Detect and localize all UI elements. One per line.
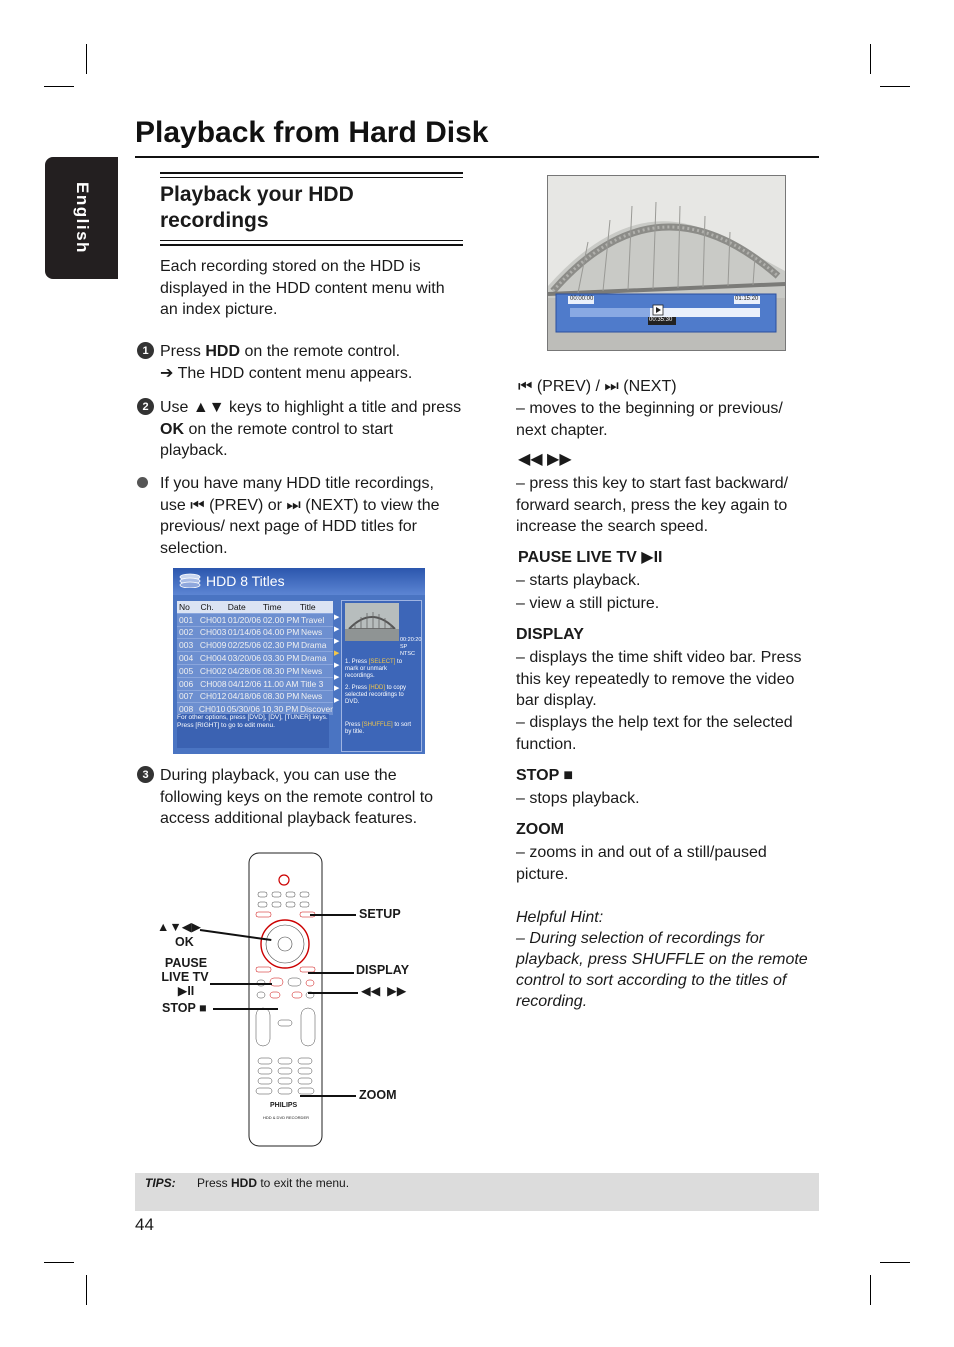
leader-line xyxy=(308,992,358,994)
section-title: Playback your HDD recordings xyxy=(160,183,354,232)
section-rule-top-thin xyxy=(160,177,463,178)
cell: 001 xyxy=(179,614,194,625)
callout-display: DISPLAY xyxy=(356,963,410,977)
leader-line xyxy=(308,972,354,974)
tips-label: TIPS: xyxy=(145,1176,176,1190)
callout-pause-live-tv xyxy=(162,956,210,998)
tips-bar xyxy=(135,1173,819,1211)
pause-live-tv-heading: PAUSE LIVE TV ▶II xyxy=(518,549,663,566)
cell: 05/30/06 xyxy=(226,704,260,715)
callout-setup: SETUP xyxy=(359,907,401,921)
cell: 04/28/06 xyxy=(227,665,261,676)
t: [HDD] xyxy=(368,685,386,691)
title-rule xyxy=(135,156,819,158)
leader-line xyxy=(213,1008,278,1010)
step-2-text xyxy=(160,397,465,462)
cell: CH009 xyxy=(199,640,227,651)
cell: 08.30 PM xyxy=(262,665,300,676)
help-select xyxy=(345,659,417,680)
timecode: 00:20:20 xyxy=(400,637,422,643)
t: [SHUFFLE] xyxy=(362,722,393,728)
t: [SELECT] xyxy=(368,659,396,665)
cell: News xyxy=(300,627,323,638)
play-pause-icon: ▶II xyxy=(177,984,195,998)
cell: 04/18/06 xyxy=(227,691,261,702)
cell: Discover xyxy=(299,704,333,715)
hdd-menu-header xyxy=(173,568,425,595)
callout-ok: OK xyxy=(175,935,194,949)
cell: 007 xyxy=(179,691,194,702)
tips-c: to exit the menu. xyxy=(257,1176,350,1190)
section-rule-top xyxy=(160,172,463,174)
cell: Drama xyxy=(300,653,327,664)
step-2-a: Use ▲▼ keys to highlight a title and press xyxy=(160,399,462,416)
t: 1. Press xyxy=(345,659,369,665)
cell: 04.00 PM xyxy=(262,627,300,638)
pause-desc-1: – starts playback. xyxy=(516,572,641,589)
col-channel: Ch. xyxy=(200,601,214,612)
pause-desc-2: – view a still picture. xyxy=(516,595,660,612)
hint-title: Helpful Hint: xyxy=(516,909,604,926)
step-number: 2 xyxy=(137,398,154,415)
crop-mark xyxy=(880,86,910,87)
crop-mark xyxy=(870,1275,871,1305)
cell: 01/14/06 xyxy=(227,627,261,638)
cell: 02.00 PM xyxy=(262,614,300,625)
col-time: Time xyxy=(262,601,282,612)
t: to mark or unmark recordings. xyxy=(345,659,403,679)
cell: 01/20/06 xyxy=(227,614,261,625)
arrow-icon: ➔ xyxy=(160,364,174,382)
help-hdd xyxy=(345,685,417,706)
cell: 11.00 AM xyxy=(263,678,299,689)
display-desc-1: – displays the time shift video bar. Press this key repeatedly to remove the video bar display. xyxy=(516,649,802,709)
seek-heading: ◀◀ ▶▶ xyxy=(518,451,572,468)
col-title: Title xyxy=(299,601,316,612)
preview-timecode xyxy=(400,637,421,658)
step-1-text xyxy=(160,341,465,384)
step-1-a: Press xyxy=(160,343,206,360)
t: 2. Press xyxy=(345,685,369,691)
prev-next-desc: – moves to the beginning or previous/ next chapter. xyxy=(516,400,783,439)
bullet-text: If you have many HDD title recordings, use ⏮ (PREV) or ⏭ (NEXT) to view the previous/ next page of HDD titles for selection. xyxy=(160,475,440,557)
cell: 003 xyxy=(179,640,194,651)
cell: 03/20/06 xyxy=(227,653,261,664)
section-rule-bottom-thin xyxy=(160,240,463,241)
cell: Title 3 xyxy=(300,678,324,689)
hdd-list-header xyxy=(177,601,333,613)
prev-next-heading: ⏮ (PREV) / ⏭ (NEXT) xyxy=(518,378,677,395)
leader-line xyxy=(210,983,272,985)
page-title: Playback from Hard Disk xyxy=(135,116,489,149)
step-1-key: HDD xyxy=(205,343,241,360)
tips-a: Press xyxy=(197,1176,232,1190)
cell: CH012 xyxy=(199,691,227,702)
cell: 005 xyxy=(179,665,194,676)
hint-text: – During selection of recordings for playback, press SHUFFLE on the remote control to sort according to the titles of recording. xyxy=(516,930,808,1010)
step-2-c: on the remote control to start playback. xyxy=(160,420,393,459)
t: to copy selected recordings to DVD. xyxy=(345,685,407,705)
table-row[interactable] xyxy=(177,613,333,626)
language-tab xyxy=(45,157,118,279)
t: Press xyxy=(345,722,363,728)
cell: 008 xyxy=(179,704,194,715)
screen-end-time: 01:15:20 xyxy=(735,296,759,302)
leader-line xyxy=(300,1095,356,1097)
crop-mark xyxy=(44,1262,74,1263)
cell: CH001 xyxy=(199,614,227,625)
leader-line xyxy=(310,914,356,916)
hdd-menu-footnote: For other options, press [DVD], [DV], [TUNER] keys. Press [RIGHT] to go to edit menu. xyxy=(177,714,329,748)
step-number: 1 xyxy=(137,342,154,359)
language-tab-label: English xyxy=(72,182,92,254)
page-number: 44 xyxy=(135,1215,154,1234)
stop-heading: STOP ■ xyxy=(516,767,574,784)
stop-desc: – stops playback. xyxy=(516,790,640,807)
zoom-desc: – zooms in and out of a still/paused picture. xyxy=(516,844,767,883)
cell: CH008 xyxy=(200,678,227,689)
callout-zoom: ZOOM xyxy=(359,1088,397,1102)
table-row[interactable] xyxy=(177,690,333,703)
cell: CH002 xyxy=(199,665,227,676)
cell: 03.30 PM xyxy=(262,653,300,664)
table-row[interactable] xyxy=(177,677,333,690)
zoom-heading: ZOOM xyxy=(516,821,564,838)
preview-thumbnail xyxy=(345,603,399,641)
row-arrow-icons: ▶ ▶ ▶ ▶ ▶ ▶ ▶ ▶ xyxy=(334,614,340,705)
step-number: 3 xyxy=(137,766,154,783)
display-desc-2: – displays the help text for the selected function. xyxy=(516,714,793,753)
callout-pause-line: PAUSE xyxy=(164,956,208,970)
remote-brand: PHILIPS xyxy=(270,1102,298,1109)
hdd-title-list xyxy=(177,601,333,715)
help-shuffle xyxy=(345,722,417,736)
cell: 08.30 PM xyxy=(262,691,300,702)
table-row[interactable] xyxy=(177,651,333,664)
t: to sort by title. xyxy=(345,722,412,735)
bullet-dot xyxy=(137,477,148,488)
intro-text: Each recording stored on the HDD is displayed in the HDD content menu with an index picture. xyxy=(160,258,445,318)
screen-start-time: 00:00:00 xyxy=(570,296,594,302)
cell: CH004 xyxy=(199,653,227,664)
cell: News xyxy=(300,665,323,676)
cell: News xyxy=(300,691,323,702)
tips-key: HDD xyxy=(231,1176,258,1190)
step-3-text: During playback, you can use the following keys on the remote control to access additional playback features. xyxy=(160,767,434,827)
section-rule-bottom xyxy=(160,244,463,246)
col-no: No xyxy=(179,601,190,612)
hdd-menu-title: HDD 8 Titles xyxy=(206,573,285,589)
cell: 02.30 PM xyxy=(262,640,300,651)
cell: Drama xyxy=(300,640,327,651)
cell: 002 xyxy=(179,627,194,638)
helpful-hint xyxy=(516,907,816,1012)
remote-model: HDD & DVD RECORDER xyxy=(263,1115,310,1120)
crop-mark xyxy=(880,1262,910,1263)
step-1-c: on the remote control. xyxy=(240,343,401,360)
cell: 004 xyxy=(179,653,194,664)
cell: 006 xyxy=(179,678,194,689)
callout-nav-keys: ▲▼◀▶ xyxy=(157,920,201,934)
display-heading: DISPLAY xyxy=(516,626,584,643)
tips-text xyxy=(197,1176,349,1190)
callout-stop: STOP ■ xyxy=(162,1001,207,1015)
format: SP NTSC xyxy=(400,644,415,657)
col-date: Date xyxy=(227,601,246,612)
screen-current-time: 00:35:30 xyxy=(649,317,673,323)
table-row[interactable] xyxy=(177,664,333,677)
cell: CH010 xyxy=(198,704,226,715)
table-row[interactable] xyxy=(177,626,333,639)
cell: Travel xyxy=(300,614,325,625)
hard-disk-icon xyxy=(179,573,201,588)
callout-navigation xyxy=(157,920,201,934)
table-row[interactable] xyxy=(177,638,333,651)
step-2-key: OK xyxy=(160,420,184,438)
step-1-result: The HDD content menu appears. xyxy=(177,364,413,382)
callout-pause-line: LIVE TV xyxy=(161,970,209,984)
crop-mark xyxy=(86,44,87,74)
cell: 02/25/06 xyxy=(227,640,261,651)
hdd-content-menu xyxy=(173,568,425,754)
cell: CH003 xyxy=(199,627,227,638)
callout-seek: ◀◀ ▶▶ xyxy=(361,984,407,998)
cell: 04/12/06 xyxy=(228,678,262,689)
cell: 10.30 PM xyxy=(261,704,299,715)
crop-mark xyxy=(44,86,74,87)
crop-mark xyxy=(870,44,871,74)
seek-desc: – press this key to start fast backward/ forward search, press the key again to increase the search speed. xyxy=(516,475,789,535)
time-shift-screen xyxy=(547,175,786,351)
crop-mark xyxy=(86,1275,87,1305)
hdd-preview-panel xyxy=(341,600,422,752)
